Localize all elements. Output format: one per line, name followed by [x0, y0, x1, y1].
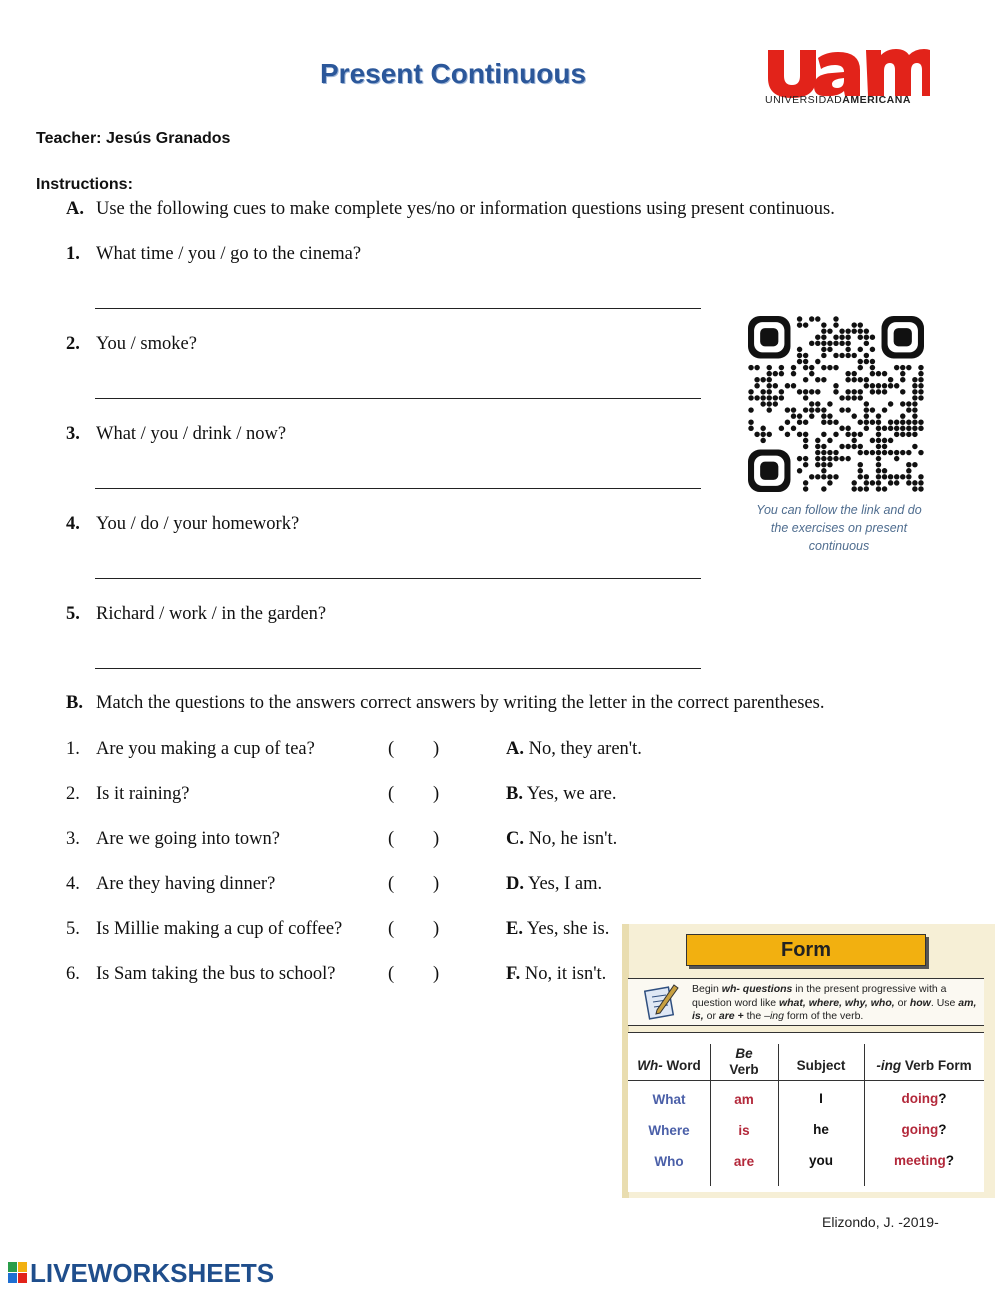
cell-verb-form: meeting?: [893, 1153, 954, 1168]
answer-input[interactable]: [400, 827, 430, 853]
item-number: 2.: [66, 334, 80, 354]
match-question: [66, 964, 335, 985]
item-number: 3.: [66, 424, 80, 444]
paren-close: ): [433, 964, 440, 984]
question-number: 2.: [66, 784, 80, 804]
match-answer: [506, 919, 609, 940]
answer-input[interactable]: [400, 872, 430, 898]
match-question: [66, 874, 275, 895]
match-answer: [506, 829, 617, 850]
col-header-subject: Subject: [796, 1058, 846, 1073]
answer-input[interactable]: [400, 962, 430, 988]
page-title: Present Continuous: [320, 58, 587, 89]
answer-text: No, it isn't.: [524, 964, 607, 984]
answer-line-1[interactable]: [95, 307, 701, 309]
col-header-ing-verb: -ing Verb Form: [876, 1058, 972, 1073]
paren-open: (: [388, 964, 395, 984]
paren-open: (: [388, 919, 395, 939]
liveworksheets-wordmark: LIVEWORKSHEETS: [30, 1258, 275, 1288]
item-number: 5.: [66, 604, 80, 624]
answer-letter: E.: [506, 919, 523, 939]
section-a-instruction: [66, 199, 835, 220]
item-cue: Richard / work / in the garden?: [96, 604, 327, 624]
answer-input[interactable]: [400, 782, 430, 808]
form-note-text: Begin wh- questions in the present progressive with a question word like what, where, why, who, or how. Use am, is, or are + the –ing form of the verb.: [692, 983, 977, 1022]
answer-line-3[interactable]: [95, 487, 701, 489]
paren-close: ): [433, 784, 440, 804]
answer-input[interactable]: [400, 917, 430, 943]
answer-text: No, they aren't.: [528, 739, 642, 759]
liveworksheets-logo-icon: [8, 1262, 28, 1284]
list-item: [66, 244, 361, 265]
item-cue: You / do / your homework?: [96, 514, 300, 534]
item-cue: You / smoke?: [96, 334, 197, 354]
answer-text: Yes, she is.: [526, 919, 610, 939]
question-text: Are they having dinner?: [96, 874, 276, 894]
question-text: Are we going into town?: [96, 829, 280, 849]
answer-text: Yes, I am.: [527, 874, 603, 894]
uam-logo-subtitle: [765, 94, 911, 106]
cell-verb-form: going?: [901, 1122, 947, 1137]
paren-open: (: [388, 739, 395, 759]
qr-caption: You can follow the link and do the exercises on present continuous: [756, 503, 922, 553]
answer-line-5[interactable]: [95, 667, 701, 669]
paren-open: (: [388, 829, 395, 849]
paren-open: (: [388, 784, 395, 804]
cell-be-verb: are: [733, 1154, 755, 1169]
instructions-label: Instructions:: [36, 176, 133, 193]
question-number: 6.: [66, 964, 80, 984]
answer-line-4[interactable]: [95, 577, 701, 579]
cell-be-verb: am: [734, 1092, 754, 1107]
form-header: Form: [686, 934, 926, 966]
item-cue: What time / you / go to the cinema?: [96, 244, 362, 264]
section-b-instruction: [66, 693, 824, 714]
logo-sub-plain: UNIVERSIDAD: [765, 94, 843, 106]
answer-text: Yes, we are.: [526, 784, 617, 804]
match-answer: [506, 739, 642, 760]
answer-line-2[interactable]: [95, 397, 701, 399]
match-answer: [506, 784, 617, 805]
section-b-letter: B.: [66, 693, 83, 713]
paren-close: ): [433, 739, 440, 759]
question-text: Are you making a cup of tea?: [96, 739, 315, 759]
paren-close: ): [433, 874, 440, 894]
cell-subject: he: [813, 1122, 829, 1137]
cell-subject: you: [808, 1153, 833, 1168]
question-number: 5.: [66, 919, 80, 939]
item-cue: What / you / drink / now?: [96, 424, 287, 444]
section-a-text: Use the following cues to make complete yes/no or information questions using present continuous.: [96, 199, 835, 219]
match-answer: [506, 874, 602, 895]
answer-letter: D.: [506, 874, 524, 894]
match-answer: [506, 964, 606, 985]
item-number: 1.: [66, 244, 80, 264]
paren-close: ): [433, 919, 440, 939]
cell-verb-form: doing?: [901, 1091, 947, 1106]
question-number: 4.: [66, 874, 80, 894]
answer-letter: A.: [506, 739, 524, 759]
qr-code[interactable]: [748, 316, 924, 492]
section-a-letter: A.: [66, 199, 84, 219]
paren-close: ): [433, 829, 440, 849]
section-b-text: Match the questions to the answers correct answers by writing the letter in the correct parentheses.: [96, 693, 825, 713]
cell-wh-word: What: [652, 1092, 686, 1107]
col-header-wh-word: Wh- Word: [637, 1058, 701, 1073]
question-text: Is Sam taking the bus to school?: [96, 964, 336, 984]
answer-text: No, he isn't.: [528, 829, 618, 849]
answer-letter: C.: [506, 829, 524, 849]
cell-be-verb: is: [738, 1123, 750, 1138]
match-question: [66, 739, 315, 760]
question-number: 3.: [66, 829, 80, 849]
cell-wh-word: Who: [654, 1154, 684, 1169]
author-credit: Elizondo, J. -2019-: [822, 1214, 939, 1230]
list-item: [66, 424, 286, 445]
item-number: 4.: [66, 514, 80, 534]
list-item: [66, 514, 299, 535]
answer-input[interactable]: [400, 737, 430, 763]
answer-letter: F.: [506, 964, 521, 984]
form-note: [628, 978, 984, 1026]
cell-wh-word: Where: [648, 1123, 690, 1138]
logo-sub-bold: AMERICANA: [842, 94, 911, 106]
teacher-name: Teacher: Jesús Granados: [36, 130, 231, 147]
paren-open: (: [388, 874, 395, 894]
question-text: Is it raining?: [96, 784, 190, 804]
answer-letter: B.: [506, 784, 523, 804]
col-header-be-verb: Be Verb: [729, 1046, 759, 1077]
list-item: [66, 334, 197, 355]
match-question: [66, 919, 342, 940]
match-question: [66, 829, 280, 850]
question-number: 1.: [66, 739, 80, 759]
form-table: [628, 1032, 984, 1192]
match-question: [66, 784, 190, 805]
list-item: [66, 604, 326, 625]
notepad-pen-icon: [644, 983, 680, 1021]
question-text: Is Millie making a cup of coffee?: [96, 919, 343, 939]
cell-subject: I: [819, 1091, 823, 1106]
